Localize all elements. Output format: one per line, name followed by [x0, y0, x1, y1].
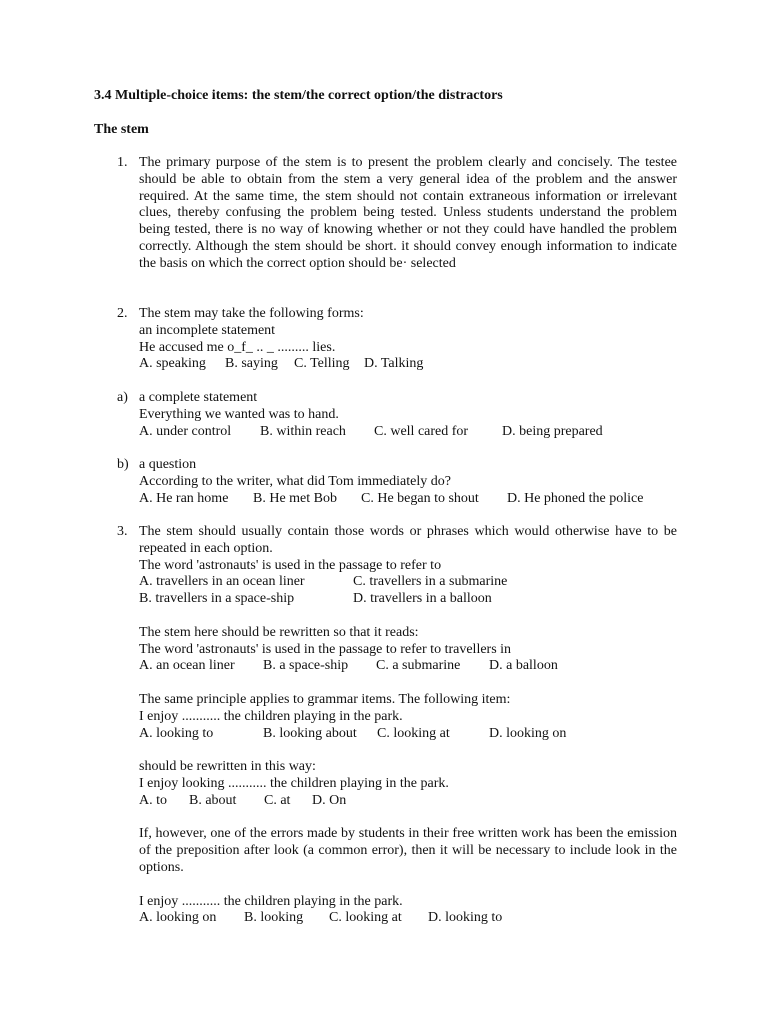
option: A. an ocean liner	[139, 658, 235, 674]
option: D. He phoned the police	[507, 490, 644, 506]
list-marker: 2.	[117, 306, 128, 321]
option-row	[139, 491, 677, 508]
item-paragraph: If, however, one of the errors made by students in their free written work has been the emission of the preposition after look (a common error), then it will be necessary to include look in the options.	[139, 826, 677, 875]
option: D. On	[312, 792, 347, 808]
example-sentence: According to the writer, what did Tom immediately do?	[139, 473, 451, 489]
item-line: The stem here should be rewritten so that it reads:	[139, 624, 419, 640]
item-line: an incomplete statement	[139, 322, 276, 338]
option: B. about	[189, 792, 237, 808]
list-marker: a)	[117, 390, 128, 405]
option: C. looking at	[377, 725, 450, 741]
option-row	[139, 726, 677, 743]
option: B. saying	[225, 356, 278, 372]
option: A. under control	[139, 423, 232, 439]
list-item	[117, 457, 677, 507]
option-row	[139, 910, 677, 927]
option: D. Talking	[364, 356, 424, 372]
option: A. He ran home	[139, 490, 229, 506]
item-line: should be rewritten in this way:	[139, 759, 316, 775]
list-item	[117, 524, 677, 927]
option: D. being prepared	[502, 423, 603, 439]
option: D. a balloon	[489, 658, 558, 674]
option: A. looking on	[139, 910, 217, 926]
option: B. looking about	[263, 725, 357, 741]
list-item	[117, 155, 677, 273]
option: A. looking to	[139, 725, 214, 741]
option: A. to	[139, 792, 167, 808]
example-sentence: I enjoy ........... the children playing in the park.	[139, 708, 403, 724]
item-line: The stem may take the following forms:	[139, 306, 364, 321]
option-row	[139, 658, 677, 675]
option: C. He began to shout	[361, 490, 479, 506]
option: B. looking	[244, 910, 304, 926]
option: B. within reach	[260, 423, 346, 439]
example-sentence: I enjoy looking ........... the children playing in the park.	[139, 775, 449, 791]
option: A. speaking	[139, 356, 206, 372]
option-row	[139, 591, 677, 608]
subsection-heading: The stem	[94, 122, 149, 137]
example-sentence: The word 'astronauts' is used in the passage to refer to travellers in	[139, 641, 512, 657]
list-item	[117, 390, 677, 440]
item-line: The same principle applies to grammar items. The following item:	[139, 691, 511, 707]
option: B. He met Bob	[253, 490, 337, 506]
option: C. a submarine	[376, 658, 461, 674]
option: C. Telling	[294, 356, 350, 372]
option: C. well cared for	[374, 423, 469, 439]
option-row	[139, 424, 677, 441]
option-row	[139, 356, 677, 373]
list-marker: 1.	[117, 155, 128, 170]
example-sentence: Everything we wanted was to hand.	[139, 406, 339, 422]
option-row	[139, 793, 677, 810]
example-sentence: He accused me o_f_ .. _ ......... lies.	[139, 339, 336, 355]
list-marker: 3.	[117, 524, 128, 539]
option: C. looking at	[329, 910, 402, 926]
option-row	[139, 574, 677, 591]
section-heading: 3.4 Multiple-choice items: the stem/the correct option/the distractors	[94, 88, 503, 103]
option: B. a space-ship	[263, 658, 349, 674]
example-sentence: The word 'astronauts' is used in the passage to refer to	[139, 557, 442, 573]
option: C. travellers in a submarine	[353, 574, 508, 590]
item-line: a question	[139, 457, 197, 472]
option: A. travellers in an ocean liner	[139, 574, 305, 590]
example-sentence: I enjoy ........... the children playing in the park.	[139, 893, 403, 909]
option: D. looking on	[489, 725, 567, 741]
item-paragraph: The stem should usually contain those words or phrases which would otherwise have to be repeated in each option.	[139, 524, 677, 556]
item-paragraph: The primary purpose of the stem is to present the problem clearly and concisely. The testee should be able to obtain from the stem a very general idea of the problem and the answer required. At the same time, the stem should not contain extraneous information or irrelevant clues, thereby confusing the problem being tested. Unless students understand the problem being tested, there is no way of knowing whether or not they could have handled the problem correctly. Although the stem should be short. it should convey enough information to indicate the basis on which the correct option should be· selected	[139, 155, 677, 271]
option: D. travellers in a balloon	[353, 591, 492, 607]
item-line: a complete statement	[139, 390, 258, 405]
option: B. travellers in a space-ship	[139, 591, 295, 607]
option: C. at	[264, 792, 291, 808]
list-item	[117, 306, 677, 373]
list-marker: b)	[117, 457, 129, 472]
option: D. looking to	[428, 910, 503, 926]
